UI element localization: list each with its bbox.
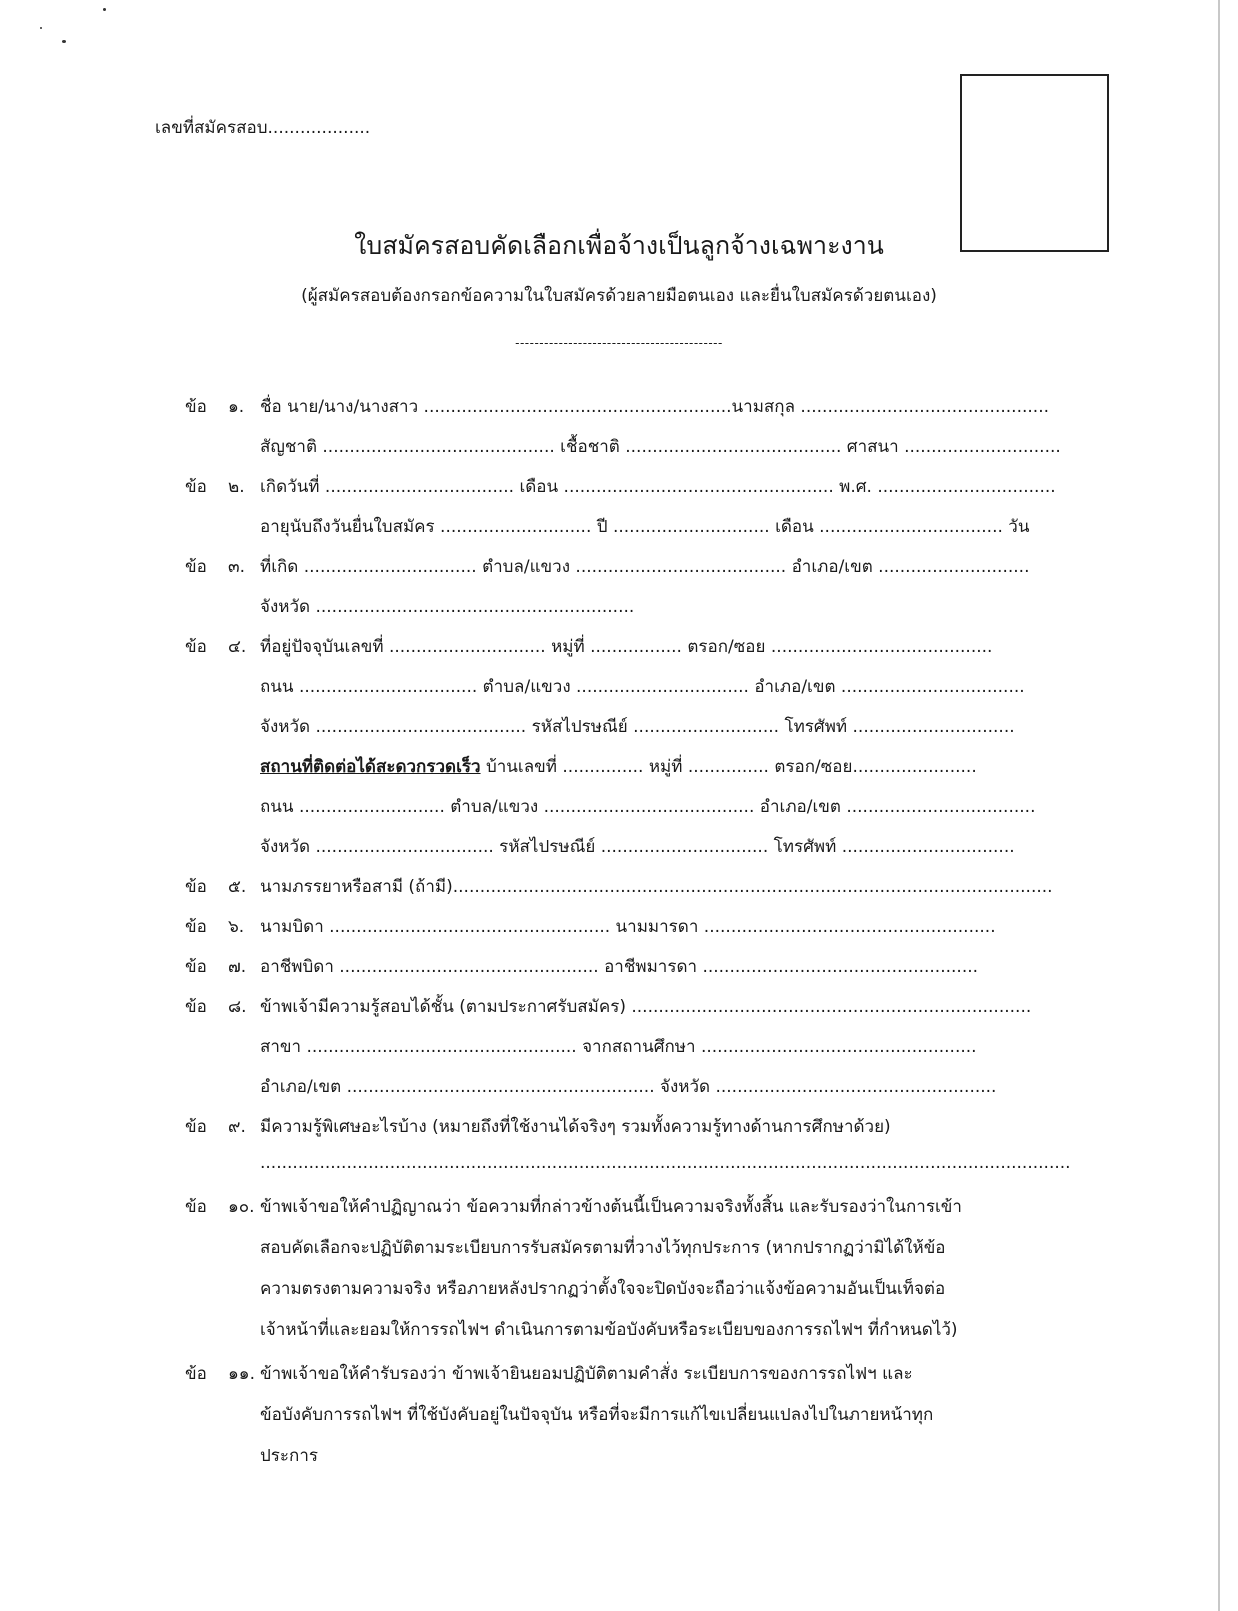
item-5: [185, 873, 1075, 913]
item-prefix: ข้อ: [185, 1197, 207, 1217]
parents-name-field: นามบิดา .................................................... นามมารดา ......................................................: [260, 917, 996, 937]
item-prefix: ข้อ: [185, 877, 207, 897]
item-number: ๒.: [228, 477, 245, 497]
branch-field: สาขา .................................................. จากสถานศึกษา ...................................................: [260, 1037, 977, 1057]
school-district-field: อำเภอ/เขต ......................................................... จังหวัด ....................................................: [260, 1077, 997, 1097]
item-prefix: ข้อ: [185, 397, 207, 417]
item-number: ๗.: [228, 957, 247, 977]
special-skills-label: มีความรู้พิเศษอะไรบ้าง (หมายถึงที่ใช้งานได้จริงๆ รวมทั้งความรู้ทางด้านการศึกษาด้วย): [260, 1117, 891, 1137]
item-6: [185, 913, 1075, 953]
declaration-line-3: ความตรงตามความจริง หรือภายหลังปรากฏว่าตั้งใจจะปิดบังจะถือว่าแจ้งข้อความอันเป็นเท็จต่อ: [260, 1279, 946, 1299]
age-field: อายุนับถึงวันยื่นใบสมัคร ............................ ปี ............................. เดือน .................................. วัน: [260, 517, 1030, 537]
contact-label: สถานที่ติดต่อได้สะดวกรวดเร็ว: [260, 757, 481, 777]
declaration-line-4: เจ้าหน้าที่และยอมให้การรถไฟฯ ดำเนินการตามข้อบังคับหรือระเบียบของการรถไฟฯ ที่กำหนดไว้): [260, 1320, 958, 1340]
item-11-line-3: [185, 1442, 1075, 1482]
scan-speck: [103, 8, 106, 11]
name-field: ชื่อ นาย/นาง/นางสาว .........................................................นามสกุล ..............................................: [260, 397, 1049, 417]
contact-field: บ้านเลขที่ ............... หมู่ที่ ............... ตรอก/ซอย.......................: [480, 757, 977, 777]
declaration-line-1: ข้าพเจ้าขอให้คำปฏิญาณว่า ข้อความที่กล่าวข้างต้นนี้เป็นความจริงทั้งสิ้น และรับรองว่าในการเข้า: [260, 1197, 962, 1217]
item-prefix: ข้อ: [185, 957, 207, 977]
separator: -------------------------------------------: [515, 336, 723, 350]
certification-line-2: ข้อบังคับการรถไฟฯ ที่ใช้บังคับอยู่ในปัจจุบัน หรือที่จะมีการแก้ไขเปลี่ยนแปลงไปในภายหน้าทุก: [260, 1405, 934, 1425]
item-prefix: ข้อ: [185, 1364, 207, 1384]
item-11: [185, 1360, 1075, 1400]
certification-line-1: ข้าพเจ้าขอให้คำรับรองว่า ข้าพเจ้ายินยอมปฏิบัติตามคำสั่ง ระเบียบการของการรถไฟฯ และ: [260, 1364, 913, 1384]
item-2-line-2: [185, 513, 1075, 553]
item-prefix: ข้อ: [185, 637, 207, 657]
birth-date-field: เกิดวันที่ ................................... เดือน .................................................. พ.ศ. .................................: [260, 477, 1056, 497]
item-8-line-2: [185, 1033, 1075, 1073]
road-field: ถนน ................................. ตำบล/แขวง ................................ อำเภอ/เขต ..................................: [260, 677, 1025, 697]
item-number: ๘.: [228, 997, 247, 1017]
item-prefix: ข้อ: [185, 477, 207, 497]
contact-road-field: ถนน ........................... ตำบล/แขวง ....................................... อำเภอ/เขต ...................................: [260, 797, 1036, 817]
item-1-line-2: [185, 433, 1075, 473]
item-9-line-2: [185, 1153, 1075, 1193]
item-2: [185, 473, 1075, 513]
item-11-line-2: [185, 1401, 1075, 1441]
item-number: ๙.: [228, 1117, 246, 1137]
item-4-line-4: [185, 753, 1075, 793]
education-level-field: ข้าพเจ้ามีความรู้สอบได้ชั้น (ตามประกาศรับสมัคร) ..........................................................................: [260, 997, 1032, 1017]
application-number: เลขที่สมัครสอบ...................: [155, 118, 371, 138]
province-field: จังหวัด ....................................... รหัสไปรษณีย์ ........................... โทรศัพท์ ..............................: [260, 717, 1015, 737]
form-subtitle: (ผู้สมัครสอบต้องกรอกข้อความในใบสมัครด้วยลายมือตนเอง และยื่นใบสมัครด้วยตนเอง): [301, 286, 937, 306]
item-10-line-2: [185, 1234, 1075, 1274]
declaration-line-2: สอบคัดเลือกจะปฏิบัติตามระเบียบการรับสมัครตามที่วางไว้ทุกประการ (หากปรากฏว่ามิได้ให้ข้อ: [260, 1238, 946, 1258]
nationality-field: สัญชาติ ........................................... เชื้อชาติ ........................................ ศาสนา .............................: [260, 437, 1061, 457]
item-3-line-2: [185, 593, 1075, 633]
item-1: [185, 393, 1075, 433]
item-10: [185, 1193, 1075, 1233]
item-4-line-5: [185, 793, 1075, 833]
birthplace-field: ที่เกิด ................................ ตำบล/แขวง ....................................... อำเภอ/เขต ............................: [260, 557, 1030, 577]
item-number: ๖.: [228, 917, 245, 937]
item-10-line-4: [185, 1316, 1075, 1356]
item-prefix: ข้อ: [185, 557, 207, 577]
item-prefix: ข้อ: [185, 1117, 207, 1137]
contact-address: [260, 753, 977, 780]
item-7: [185, 953, 1075, 993]
parents-occupation-field: อาชีพบิดา ................................................ อาชีพมารดา ...................................................: [260, 957, 979, 977]
item-prefix: ข้อ: [185, 997, 207, 1017]
item-4: [185, 633, 1075, 673]
item-number: ๔.: [228, 637, 247, 657]
item-4-line-3: [185, 713, 1075, 753]
scan-speck: [40, 27, 42, 29]
item-prefix: ข้อ: [185, 917, 207, 937]
special-skills-field: ......................................................................................................................................................: [260, 1153, 1071, 1173]
item-3: [185, 553, 1075, 593]
contact-province-field: จังหวัด ................................. รหัสไปรษณีย์ ............................... โทรศัพท์ ................................: [260, 837, 1015, 857]
item-number: ๕.: [228, 877, 247, 897]
item-4-line-2: [185, 673, 1075, 713]
birth-province-field: จังหวัด ...........................................................: [260, 597, 635, 617]
certification-line-3: ประการ: [260, 1446, 319, 1466]
item-4-line-6: [185, 833, 1075, 873]
item-number: ๑.: [228, 397, 245, 417]
item-number: ๑๐.: [228, 1197, 255, 1217]
address-field: ที่อยู่ปัจจุบันเลขที่ ............................. หมู่ที่ ................. ตรอก/ซอย .........................................: [260, 637, 993, 657]
item-9: [185, 1113, 1075, 1153]
item-10-line-3: [185, 1275, 1075, 1315]
form-title: ใบสมัครสอบคัดเลือกเพื่อจ้างเป็นลูกจ้างเฉพาะงาน: [354, 231, 884, 260]
spouse-field: นามภรรยาหรือสามี (ถ้ามี)...............................................................................................................: [260, 877, 1053, 897]
item-number: ๓.: [228, 557, 246, 577]
item-number: ๑๑.: [228, 1364, 255, 1384]
item-8: [185, 993, 1075, 1033]
scan-speck: [62, 40, 66, 43]
item-8-line-3: [185, 1073, 1075, 1113]
